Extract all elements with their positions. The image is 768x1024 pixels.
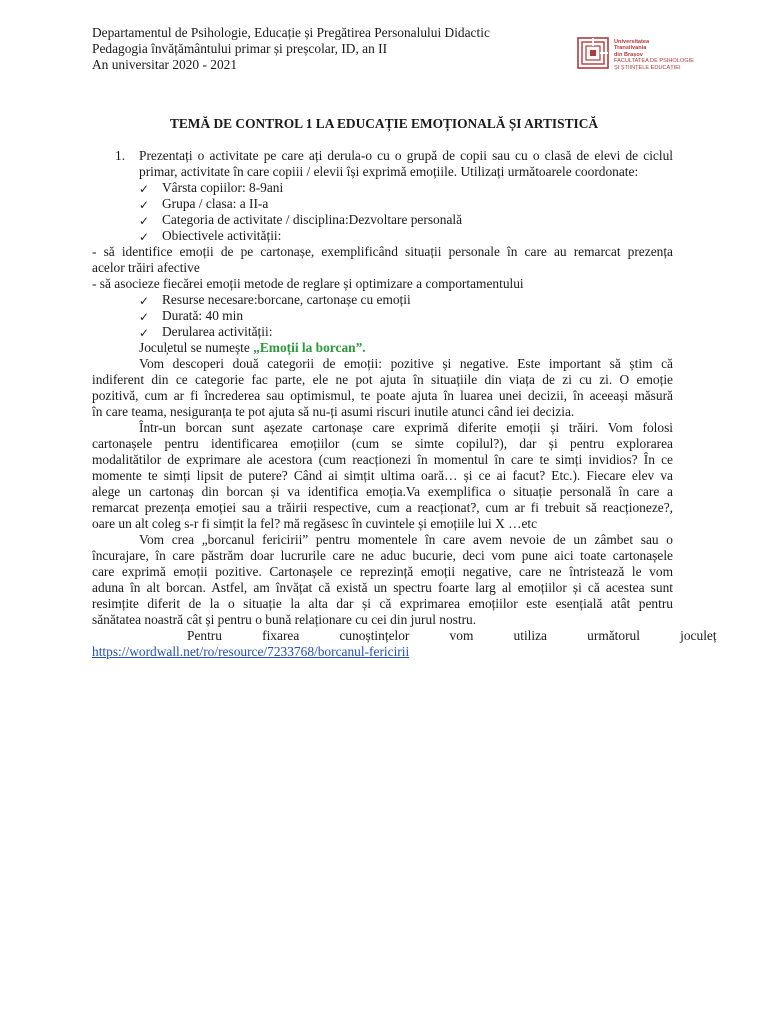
bullet-age: Vârsta copiilor: 8-9ani xyxy=(162,180,284,195)
checkmark-icon xyxy=(139,196,153,210)
checkmark-icon xyxy=(139,212,153,226)
para3-line3: care exprimă emoții pozitive. Cartonașele ce reprezință emoții negative, care ne întristează le vom xyxy=(92,564,673,579)
header-year: An universitar 2020 - 2021 xyxy=(92,57,238,72)
bullet-resources: Resurse necesare:borcane, cartonașe cu emoții xyxy=(162,292,411,307)
para3-line4: aduna în alt borcan. Astfel, am învățat că există un spectru foarte larg al emoțiilor și că acestea sunt xyxy=(92,580,673,595)
logo-text-3: din Brașov xyxy=(614,51,643,58)
para2-line1: Într-un borcan sunt așezate cartonașe care exprimă diferite emoții și trăiri. Vom folosi xyxy=(139,420,673,435)
para2-line7: oare un alt coleg s-r fi simțit la fel? mă regăsesc în cuvintele și emoțiile lui X …etc xyxy=(92,516,538,531)
para3-line1: Vom crea „borcanul fericirii” pentru momentele în care avem nevoie de un zâmbet sau o xyxy=(139,532,673,547)
item1-line2: primar, activitate în care copiii / elevii își exprimă emoțiile. Utilizați următoarele coordonate: xyxy=(139,164,639,179)
bullet-group: Grupa / clasa: a II-a xyxy=(162,196,269,211)
item1-line1: Prezentați o activitate pe care ați derula-o cu o grupă de copii sau cu o clasă de elevi de ciclul xyxy=(139,148,673,163)
logo-text-1: Universitatea xyxy=(614,39,650,45)
game-name: „Emoții la borcan”. xyxy=(253,340,366,355)
para2-line2: cartonașele pentru identificarea emoțiilor (cum se simte copilul?), dar și pentru explorarea xyxy=(92,436,673,451)
checkmark-icon xyxy=(139,228,153,242)
university-logo-icon xyxy=(577,37,609,69)
header-program: Pedagogia învățământului primar și preșcolar, ID, an II xyxy=(92,41,388,56)
game-line xyxy=(139,340,366,356)
document-header xyxy=(92,25,490,73)
game-prefix: Jocul̦etul se numește xyxy=(139,340,254,355)
checkmark-icon xyxy=(139,180,153,194)
checkmark-icon xyxy=(139,292,153,306)
para1-line4: în care teama, nesiguranța te pot ajuta să nu-ți asumi riscuri inutile atunci când iei decizia. xyxy=(92,404,575,419)
university-logo xyxy=(577,37,694,75)
para1-line2: indiferent din ce categorie fac parte, ele ne pot ajuta în situațiile din viața de zi cu zi. O emoție xyxy=(92,372,673,387)
logo-text-4: FACULTATEA DE PSIHOLOGIE xyxy=(614,58,694,65)
logo-text-2: Transilvania xyxy=(614,45,647,52)
objective-1-line1: - să identifice emoții de pe cartonașe, exemplificând situații personale în care au remarcat prezența xyxy=(92,244,673,259)
bullet-objectives: Obiectivele activității: xyxy=(162,228,282,243)
bullet-procedure: Derularea activității: xyxy=(162,324,273,339)
para2-line3: modalitătilor de exprimare ale acestora (cum reacționezi în momentul în care te simți invidios? În ce xyxy=(92,452,673,467)
checkmark-icon xyxy=(139,308,153,322)
para2-line6: remarcat prezența emoției sau a trăirii respective, cum a reacționat?, cum ar fi trebuit să reacționeze?, xyxy=(92,500,673,515)
bullet-duration: Durată: 40 min xyxy=(162,308,244,323)
header-department: Departamentul de Psihologie, Educație și Pregătirea Personalului Didactic xyxy=(92,25,490,40)
para4-line1: Pentru fixarea cunoștințelor vom utiliza următorul joculeț xyxy=(187,628,717,643)
bullet-category: Categoria de activitate / disciplina:Dezvoltare personală xyxy=(162,212,463,227)
list-number: 1. xyxy=(115,148,126,163)
logo-text-5: ȘI ȘTIINȚELE EDUCAȚIEI xyxy=(614,64,681,71)
document-title: TEMĂ DE CONTROL 1 LA EDUCAȚIE EMOȚIONALĂ ȘI ARTISTICĂ xyxy=(169,116,599,131)
checkmark-icon xyxy=(139,324,153,338)
objective-1-line2: acelor trăiri afective xyxy=(92,260,200,275)
para3-line2: încurajare, în care păstrăm doar lucrurile care ne aduc bucurie, deci vom pune aici toate cartonașele xyxy=(92,548,673,563)
para3-line6: sănătatea noastră cât și pentru o bună relaționare cu cei din jurul nostru. xyxy=(92,612,477,627)
objective-2: - să asocieze fiecărei emoții metode de reglare și optimizare a comportamentului xyxy=(92,276,524,291)
para3-line5: resimțite diferit de la o situație la alta dar și că exprimarea emoțiilor este esențială atât pentru xyxy=(92,596,673,611)
wordwall-link[interactable]: https://wordwall.net/ro/resource/7233768/borcanul-fericirii xyxy=(92,644,410,659)
para2-line4: momente te simți lipsit de putere? Când ai simțit ultima oară… și ce ai facut? Etc.). Fiecare elev va xyxy=(92,468,673,483)
para2-line5: alege un cartonaș din borcan și va identifica emoția.Va exemplifica o situație personală în care a xyxy=(92,484,673,499)
para1-line1: Vom descoperi două categorii de emoții: pozitive și negative. Este important să știm că xyxy=(139,356,673,371)
para1-line3: pozitivă, cum ar fi încrederea sau optimismul, te poate ajuta în luarea unei decizii, în aceeași măsură xyxy=(92,388,673,403)
